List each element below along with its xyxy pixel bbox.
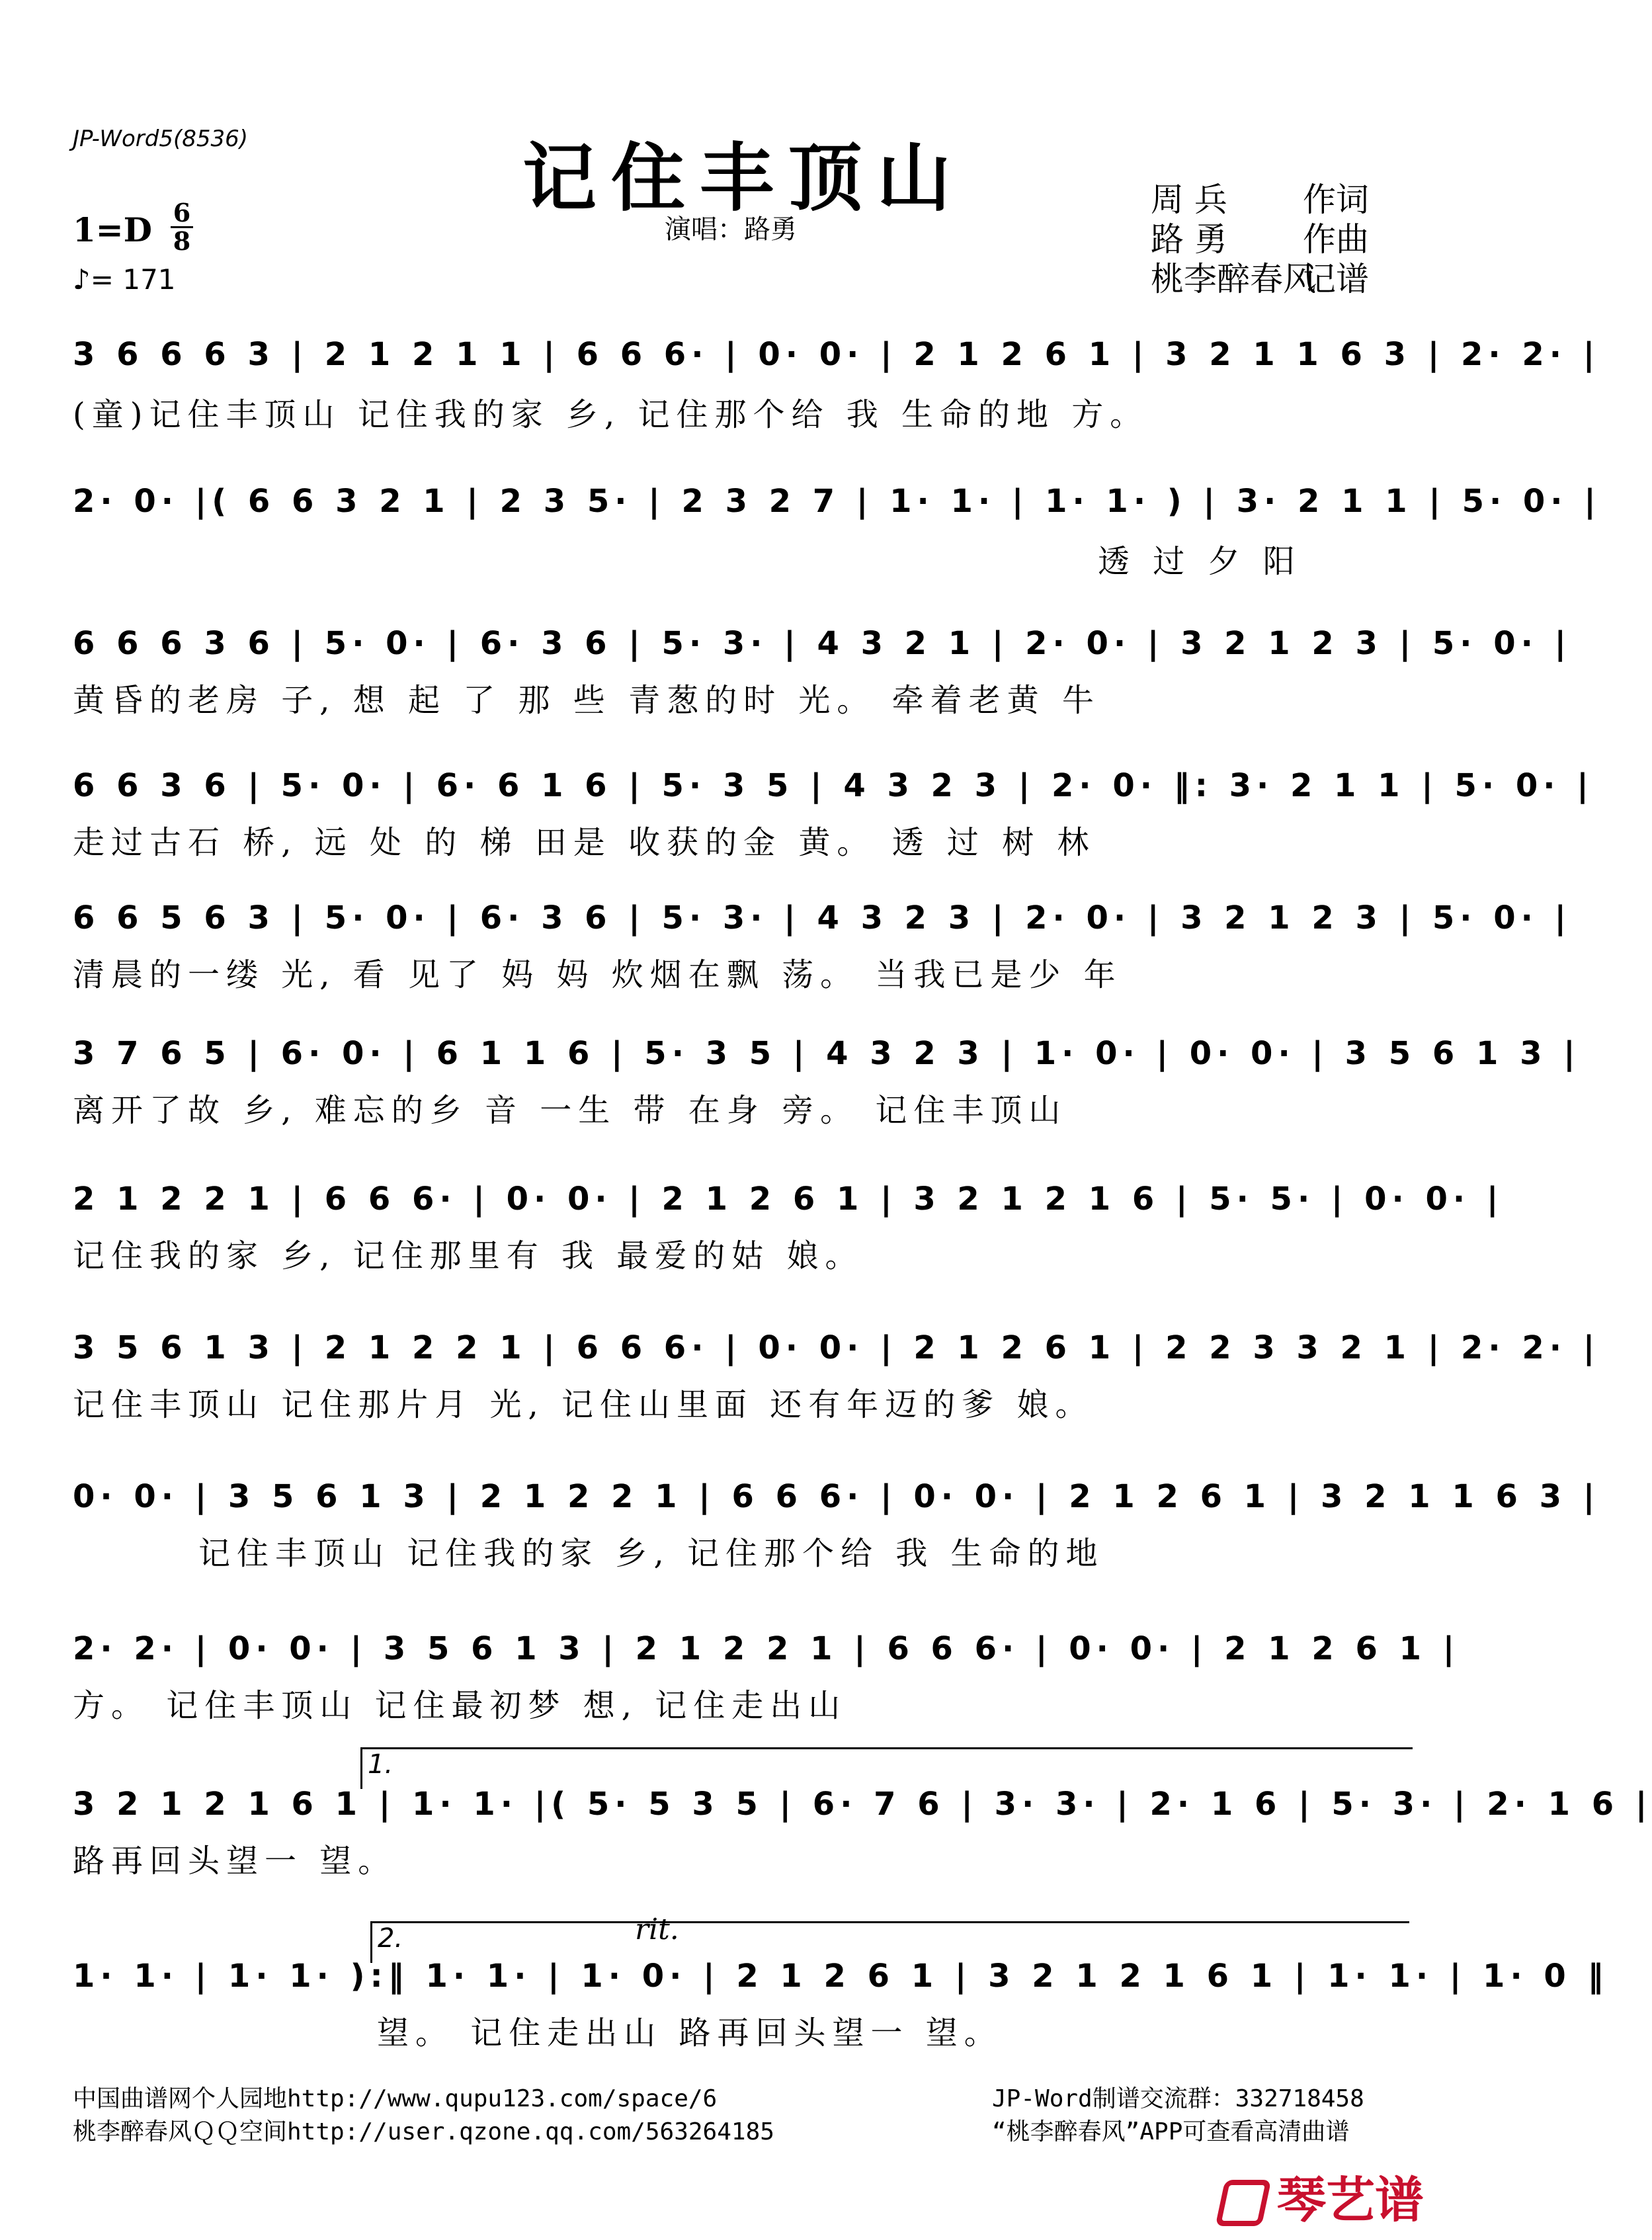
song-title: 记住丰顶山 — [522, 135, 966, 222]
lyrics-line-4: 走过古石 桥, 远 处 的 梯 田是 收获的金 黄。 透 过 树 林 — [73, 824, 1096, 861]
footer-app: “桃李醉春风”APP可查看高清曲谱 — [992, 2118, 1350, 2145]
volta-bracket-2: 2. — [370, 1921, 1409, 1963]
lyrics-line-11: 路再回头望一 望。 — [73, 1843, 397, 1880]
notation-line-1: 3 6 6 6 3 | 2 1 2 1 1 | 6 6 6· | 0· 0· | 2 1 2 6 1 | 3 2 1 1 6 3 | 2· 2· | — [73, 336, 1600, 373]
footer-group: JP-Word制谱交流群：332718458 — [992, 2085, 1364, 2112]
software-label: JP-Word5(8536) — [73, 126, 249, 152]
credit-role: 记谱 — [1303, 260, 1369, 298]
notation-line-10: 2· 2· | 0· 0· | 3 5 6 1 3 | 2 1 2 2 1 | 6 6 6· | 0· 0· | 2 1 2 6 1 | — [73, 1630, 1460, 1667]
notation-line-9: 0· 0· | 3 5 6 1 3 | 2 1 2 2 1 | 6 6 6· | 0· 0· | 2 1 2 6 1 | 3 2 1 1 6 3 | — [73, 1478, 1600, 1515]
lyrics-line-1: (童)记住丰顶山 记住我的家 乡, 记住那个给 我 生命的地 方。 — [73, 396, 1149, 433]
lyrics-line-6: 离开了故 乡, 难忘的乡 音 一生 带 在身 旁。 记住丰顶山 — [73, 1092, 1067, 1129]
lyrics-line-8: 记住丰顶山 记住那片月 光, 记住山里面 还有年迈的爹 娘。 — [73, 1386, 1094, 1423]
lyrics-line-5: 清晨的一缕 光, 看 见了 妈 妈 炊烟在飘 荡。 当我已是少 年 — [73, 956, 1122, 993]
notation-line-12: 1· 1· | 1· 1· ):‖ 1· 1· | 1· 0· | 2 1 2 6 1 | 3 2 1 2 1 6 1 | 1· 1· | 1· 0 ‖ — [73, 1958, 1609, 1995]
notation-line-3: 6 6 6 3 6 | 5· 0· | 6· 3 6 | 5· 3· | 4 3 2 1 | 2· 0· | 3 2 1 2 3 | 5· 0· | — [73, 625, 1572, 662]
time-signature-top: 6 — [173, 198, 191, 228]
lyrics-line-2: 透 过 夕 阳 — [1098, 543, 1301, 580]
notation-line-4: 6 6 3 6 | 5· 0· | 6· 6 1 6 | 5· 3 5 | 4 3 2 3 | 2· 0· ‖: 3· 2 1 1 | 5· 0· | — [73, 767, 1594, 804]
tempo-marking: ♪= 171 — [73, 263, 176, 296]
lyrics-line-7: 记住我的家 乡, 记住那里有 我 最爱的姑 娘。 — [73, 1237, 864, 1274]
credit-name: 桃李醉春风 — [1151, 260, 1316, 298]
notation-line-6: 3 7 6 5 | 6· 0· | 6 1 1 6 | 5· 3 5 | 4 3 2 3 | 1· 0· | 0· 0· | 3 5 6 1 3 | — [73, 1035, 1581, 1072]
site-logo — [1220, 2161, 1424, 2231]
singer-label: 演唱：路勇 — [665, 214, 797, 245]
footer-link-space: 中国曲谱网个人园地http://www.qupu123.com/space/6 — [73, 2085, 718, 2112]
logo-mark-icon — [1216, 2180, 1272, 2226]
lyrics-line-9: 记住丰顶山 记住我的家 乡, 记住那个给 我 生命的地 — [198, 1535, 1104, 1572]
volta-bracket-1: 1. — [360, 1747, 1413, 1789]
ritardando-marking: rit. — [635, 1913, 679, 1946]
credit-name: 路 勇 — [1151, 220, 1227, 259]
credit-role: 作词 — [1303, 181, 1369, 219]
time-signature-bottom: 8 — [173, 226, 191, 256]
footer-link-qzone: 桃李醉春风ＱＱ空间http://user.qzone.qq.com/563264185 — [73, 2118, 774, 2145]
lyrics-line-3: 黄昏的老房 子, 想 起 了 那 些 青葱的时 光。 牵着老黄 牛 — [73, 682, 1100, 719]
lyrics-line-10: 方。 记住丰顶山 记住最初梦 想, 记住走出山 — [73, 1687, 847, 1724]
credit-name: 周 兵 — [1151, 181, 1227, 219]
logo-text: 琴艺谱 — [1277, 2172, 1424, 2229]
key-signature: 1=D — [73, 210, 153, 249]
notation-line-8: 3 5 6 1 3 | 2 1 2 2 1 | 6 6 6· | 0· 0· | 2 1 2 6 1 | 2 2 3 3 2 1 | 2· 2· | — [73, 1329, 1600, 1366]
time-signature — [171, 200, 193, 255]
notation-line-7: 2 1 2 2 1 | 6 6 6· | 0· 0· | 2 1 2 6 1 | 3 2 1 2 1 6 | 5· 5· | 0· 0· | — [73, 1181, 1504, 1218]
notation-line-11: 3 2 1 2 1 6 1 | 1· 1· |( 5· 5 3 5 | 6· 7 6 | 3· 3· | 2· 1 6 | 5· 3· | 2· 1 6 | — [73, 1786, 1652, 1823]
lyrics-line-12: 望。 记住走出山 路再回头望一 望。 — [377, 2014, 1003, 2052]
credit-transcriber — [1151, 253, 1369, 300]
notation-line-2: 2· 0· |( 6 6 3 2 1 | 2 3 5· | 2 3 2 7 | 1· 1· | 1· 1· ) | 3· 2 1 1 | 5· 0· | — [73, 483, 1601, 520]
credit-role: 作曲 — [1303, 220, 1369, 259]
notation-line-5: 6 6 5 6 3 | 5· 0· | 6· 3 6 | 5· 3· | 4 3 2 3 | 2· 0· | 3 2 1 2 3 | 5· 0· | — [73, 899, 1572, 936]
